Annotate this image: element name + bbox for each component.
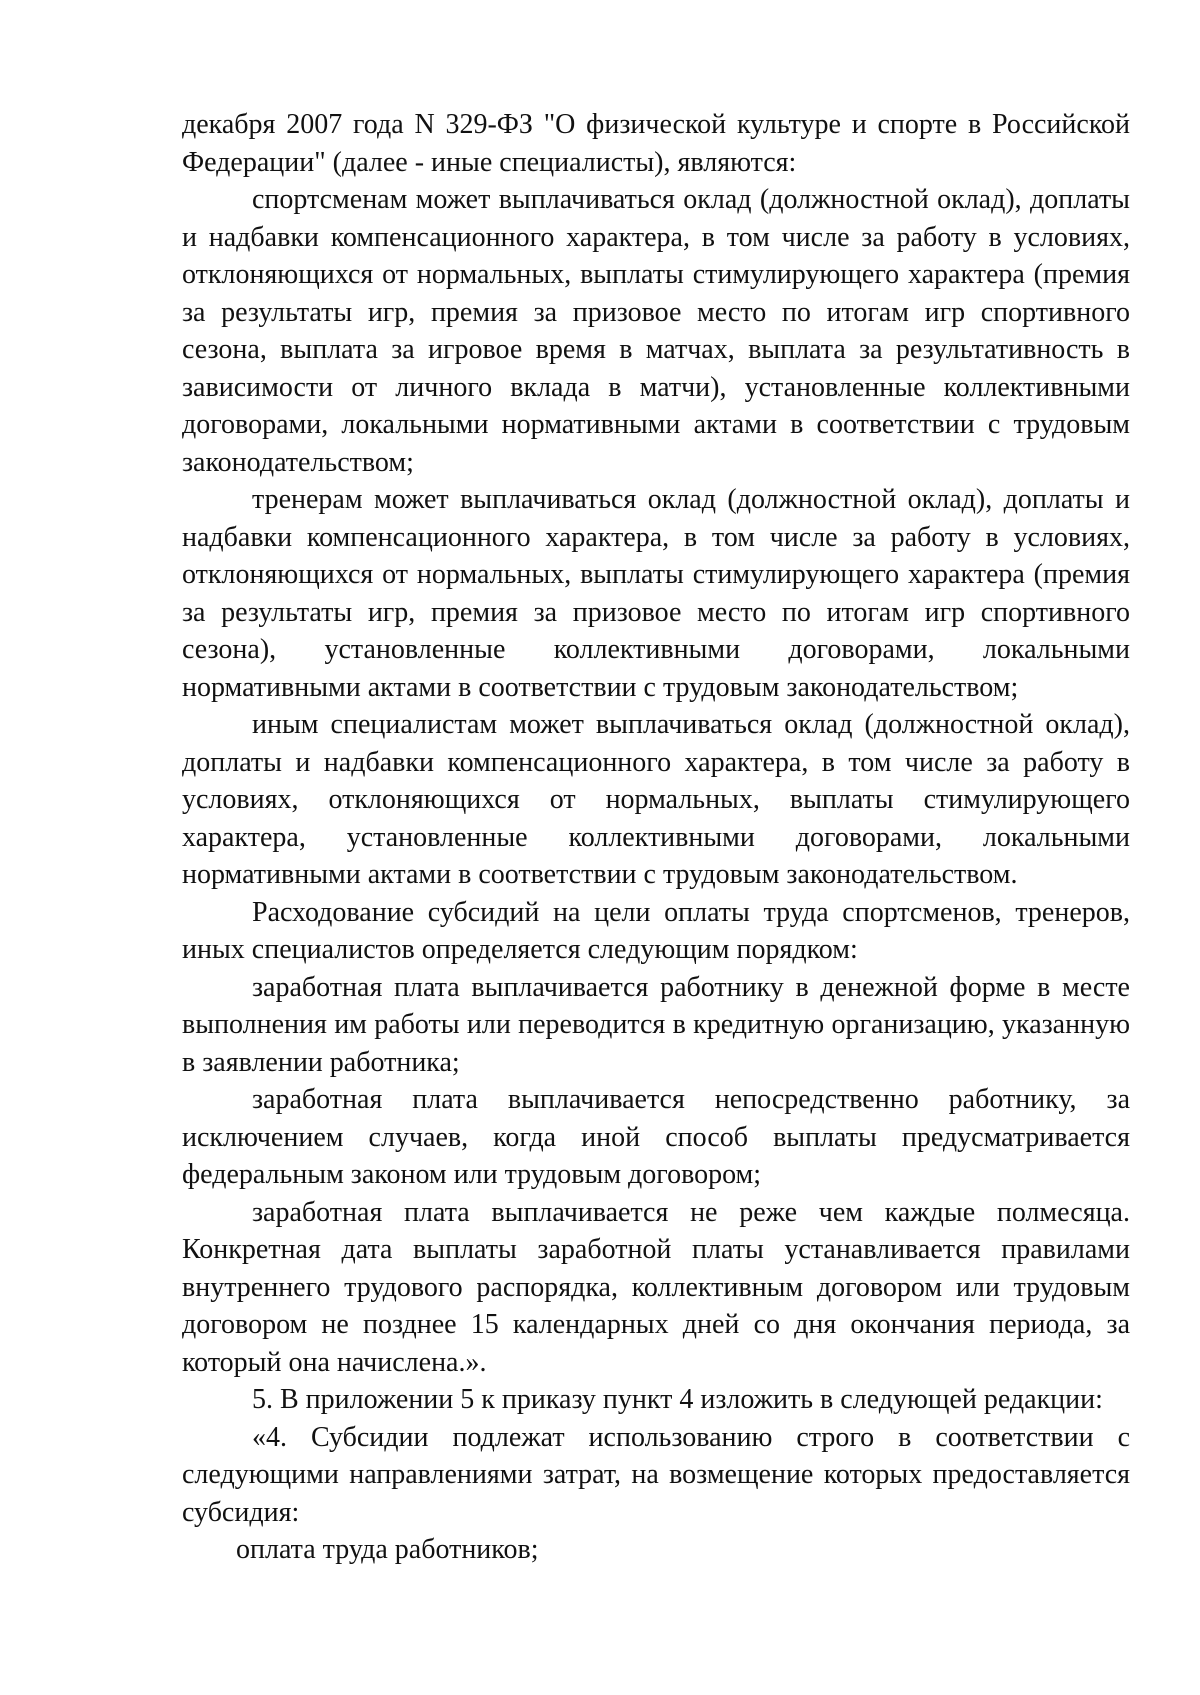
paragraph-coaches: тренерам может выплачиваться оклад (должностной оклад), доплаты и надбавки компенсационного характера, в том числе за работу в условиях, отклоняющихся от нормальных, выплаты стимулирующего характера (премия за результаты игр, премия за призовое место по итогам игр спортивного сезона), установленные коллективными договорами, локальными нормативными актами в соответствии с трудовым законодательством;: [182, 484, 1130, 703]
paragraph-labor-payment: оплата труда работников;: [236, 1534, 539, 1565]
paragraph-spending-order: Расходование субсидий на цели оплаты труда спортсменов, тренеров, иных специалистов определяется следующим порядком:: [182, 896, 1130, 965]
paragraph-wage-direct: заработная плата выплачивается непосредственно работнику, за исключением случаев, когда иной способ выплаты предусматривается федеральным законом или трудовым договором;: [182, 1084, 1130, 1190]
paragraph-athletes: спортсменам может выплачиваться оклад (должностной оклад), доплаты и надбавки компенсационного характера, в том числе за работу в условиях, отклоняющихся от нормальных, выплаты стимулирующего характера (премия за результаты игр, премия за призовое место по итогам игр спортивного сезона, выплата за игровое время в матчах, выплата за результативность в зависимости от личного вклада в матчи), установленные коллективными договорами, локальными нормативными актами в соответствии с трудовым законодательством;: [182, 184, 1130, 478]
paragraph-item-5: 5. В приложении 5 к приказу пункт 4 изложить в следующей редакции:: [252, 1384, 1103, 1415]
paragraph-other-specialists: иным специалистам может выплачиваться оклад (должностной оклад), доплаты и надбавки компенсационного характера, в том числе за работу в условиях, отклоняющихся от нормальных, выплаты стимулирующего характера, установленные коллективными договорами, локальными нормативными актами в соответствии с трудовым законодательством.: [182, 709, 1130, 890]
paragraph-intro-continuation: декабря 2007 года N 329-ФЗ "О физической культуре и спорте в Российской Федерации" (далее - иные специалисты), являются:: [182, 109, 1130, 178]
paragraph-wage-frequency: заработная плата выплачивается не реже чем каждые полмесяца. Конкретная дата выплаты заработной платы устанавливается правилами внутреннего трудового распорядка, коллективным договором или трудовым договором не позднее 15 календарных дней со дня окончания периода, за который она начислена.».: [182, 1196, 1130, 1378]
paragraph-item-4-quote: «4. Субсидии подлежат использованию строго в соответствии с следующими направлениями затрат, на возмещение которых предоставляется субсидия:: [182, 1421, 1130, 1528]
document-body: [182, 106, 1130, 1569]
paragraph-wage-form: заработная плата выплачивается работнику в денежной форме в месте выполнения им работы или переводится в кредитную организацию, указанную в заявлении работника;: [182, 971, 1130, 1078]
